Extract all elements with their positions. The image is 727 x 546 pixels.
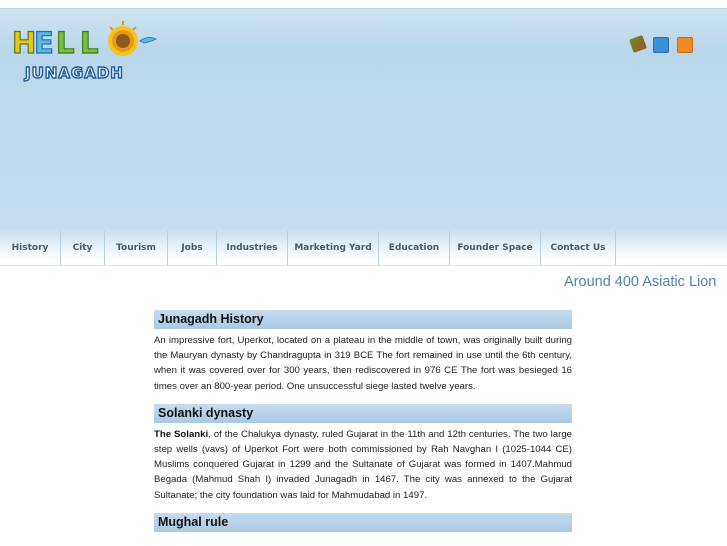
svg-text:H: H [12,26,37,60]
section-body-solanki-text: , of the Chalukya dynasty, ruled Gujarat in the 11th and 12th centuries. The two large step wells (vavs) of Uperkot Fort were both commissioned by Rah Navghan I (1025-1044 CE) Muslims conquered Gujarat in 1299 and the Sultanate of Gujarat was formed in 1407.Mahmud Begada (Mahmud Shah I) invaded Junagadh in 1467. The city was annexed to the Gujarat Sultanate; the city foundation was laid for Mahmudabad in 1497. [154,428,572,501]
share-icon[interactable] [677,37,693,53]
header-icons [631,37,693,53]
nav-founder-space[interactable]: Founder Space [450,231,541,265]
svg-text:L: L [80,26,99,60]
section-title-mughal: Mughal rule [154,513,572,532]
svg-text:JUNAGADH: JUNAGADH [25,64,124,82]
news-marquee: Around 400 Asiatic Lion [564,274,717,290]
bookmark-star-icon[interactable] [653,37,669,53]
site-logo[interactable] [10,19,170,89]
nav-tourism[interactable]: Tourism [105,231,168,265]
main-navigation [0,231,727,266]
nav-jobs[interactable]: Jobs [168,231,217,265]
nav-city[interactable]: City [61,231,105,265]
section-title-solanki: Solanki dynasty [154,404,572,423]
section-title-history: Junagadh History [154,310,572,329]
book-icon[interactable] [629,35,647,53]
section-body-history [154,333,572,394]
svg-text:L: L [56,26,75,60]
nav-contact-us[interactable]: Contact Us [541,231,616,265]
svg-text:E: E [34,26,54,60]
nav-education[interactable]: Education [379,231,450,265]
main-content [154,310,572,536]
section-lead-solanki: The Solanki [154,428,209,440]
nav-marketing-yard[interactable]: Marketing Yard [288,231,379,265]
nav-history[interactable]: History [0,231,61,265]
sun-icon [108,21,138,56]
hello-junagadh-logo [10,19,170,89]
section-body-history-text: An impressive fort, Uperkot, located on a plateau in the middle of town, was originally built during the Mauryan dynasty by Chandragupta in 319 BCE The fort remained in use until the 6th century, when it was covered over for 300 years, then rediscovered in 976 CE The fort was besieged 16 times over an 800-year period. One unsuccessful siege lasted twelve years. [154,335,572,392]
nav-industries[interactable]: Industries [217,231,288,265]
section-body-solanki [154,427,572,503]
page-frame [0,8,727,546]
